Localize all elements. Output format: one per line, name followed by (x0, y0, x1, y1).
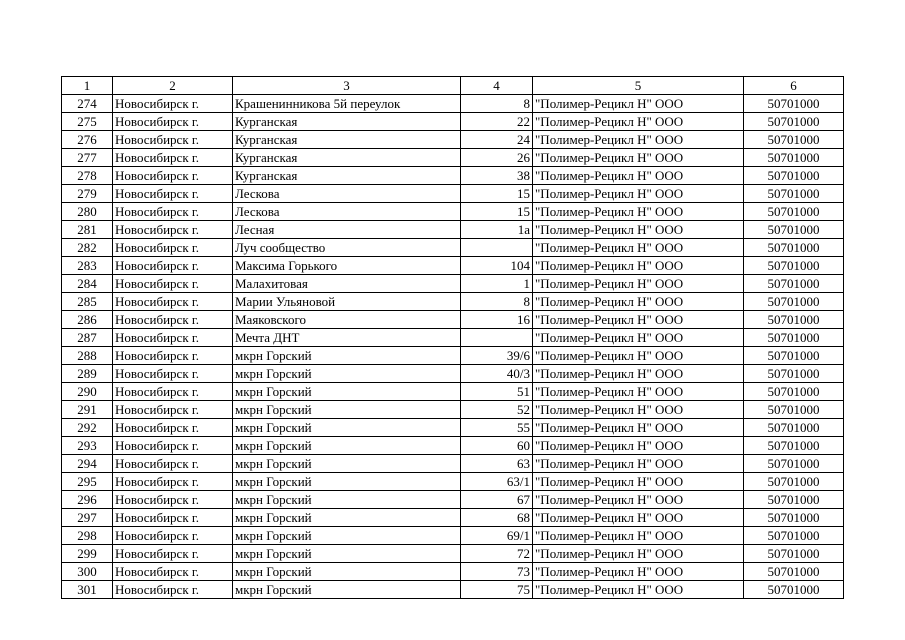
street-cell: мкрн Горский (233, 383, 461, 401)
house-number-cell: 68 (461, 509, 533, 527)
row-number-cell: 280 (62, 203, 113, 221)
organization-cell: "Полимер-Рецикл Н" ООО (533, 203, 744, 221)
row-number-cell: 274 (62, 95, 113, 113)
code-cell: 50701000 (744, 131, 844, 149)
street-cell: мкрн Горский (233, 581, 461, 599)
code-cell: 50701000 (744, 545, 844, 563)
header-cell-col3: 3 (233, 77, 461, 95)
house-number-cell: 24 (461, 131, 533, 149)
registry-table (61, 76, 844, 599)
row-number-cell: 286 (62, 311, 113, 329)
organization-cell: "Полимер-Рецикл Н" ООО (533, 455, 744, 473)
street-cell: мкрн Горский (233, 509, 461, 527)
street-cell: мкрн Горский (233, 545, 461, 563)
street-cell: Курганская (233, 167, 461, 185)
row-number-cell: 282 (62, 239, 113, 257)
table-row (62, 437, 844, 455)
code-cell: 50701000 (744, 473, 844, 491)
city-cell: Новосибирск г. (113, 131, 233, 149)
house-number-cell: 52 (461, 401, 533, 419)
house-number-cell: 73 (461, 563, 533, 581)
registry-table-body (62, 77, 844, 599)
header-cell-col4: 4 (461, 77, 533, 95)
table-row (62, 455, 844, 473)
house-number-cell: 40/3 (461, 365, 533, 383)
street-cell: мкрн Горский (233, 527, 461, 545)
house-number-cell: 104 (461, 257, 533, 275)
row-number-cell: 293 (62, 437, 113, 455)
table-row (62, 311, 844, 329)
table-row (62, 221, 844, 239)
street-cell: мкрн Горский (233, 401, 461, 419)
organization-cell: "Полимер-Рецикл Н" ООО (533, 437, 744, 455)
house-number-cell: 39/6 (461, 347, 533, 365)
header-cell-col5: 5 (533, 77, 744, 95)
row-number-cell: 297 (62, 509, 113, 527)
street-cell: Курганская (233, 113, 461, 131)
street-cell: мкрн Горский (233, 347, 461, 365)
city-cell: Новосибирск г. (113, 311, 233, 329)
row-number-cell: 290 (62, 383, 113, 401)
organization-cell: "Полимер-Рецикл Н" ООО (533, 329, 744, 347)
row-number-cell: 281 (62, 221, 113, 239)
organization-cell: "Полимер-Рецикл Н" ООО (533, 311, 744, 329)
street-cell: мкрн Горский (233, 563, 461, 581)
row-number-cell: 277 (62, 149, 113, 167)
organization-cell: "Полимер-Рецикл Н" ООО (533, 419, 744, 437)
table-row (62, 383, 844, 401)
table-row (62, 419, 844, 437)
code-cell: 50701000 (744, 509, 844, 527)
code-cell: 50701000 (744, 401, 844, 419)
code-cell: 50701000 (744, 113, 844, 131)
table-row (62, 293, 844, 311)
city-cell: Новосибирск г. (113, 491, 233, 509)
organization-cell: "Полимер-Рецикл Н" ООО (533, 293, 744, 311)
street-cell: Максима Горького (233, 257, 461, 275)
city-cell: Новосибирск г. (113, 581, 233, 599)
street-cell: Малахитовая (233, 275, 461, 293)
code-cell: 50701000 (744, 221, 844, 239)
city-cell: Новосибирск г. (113, 167, 233, 185)
organization-cell: "Полимер-Рецикл Н" ООО (533, 473, 744, 491)
table-row (62, 257, 844, 275)
row-number-cell: 276 (62, 131, 113, 149)
table-row (62, 545, 844, 563)
city-cell: Новосибирск г. (113, 95, 233, 113)
street-cell: Лескова (233, 185, 461, 203)
house-number-cell: 55 (461, 419, 533, 437)
street-cell: Лескова (233, 203, 461, 221)
organization-cell: "Полимер-Рецикл Н" ООО (533, 545, 744, 563)
city-cell: Новосибирск г. (113, 419, 233, 437)
code-cell: 50701000 (744, 383, 844, 401)
row-number-cell: 294 (62, 455, 113, 473)
row-number-cell: 278 (62, 167, 113, 185)
row-number-cell: 296 (62, 491, 113, 509)
organization-cell: "Полимер-Рецикл Н" ООО (533, 275, 744, 293)
street-cell: Луч сообщество (233, 239, 461, 257)
city-cell: Новосибирск г. (113, 257, 233, 275)
row-number-cell: 288 (62, 347, 113, 365)
row-number-cell: 289 (62, 365, 113, 383)
organization-cell: "Полимер-Рецикл Н" ООО (533, 401, 744, 419)
city-cell: Новосибирск г. (113, 437, 233, 455)
city-cell: Новосибирск г. (113, 185, 233, 203)
table-row (62, 509, 844, 527)
row-number-cell: 285 (62, 293, 113, 311)
code-cell: 50701000 (744, 491, 844, 509)
table-row (62, 563, 844, 581)
table-row (62, 491, 844, 509)
organization-cell: "Полимер-Рецикл Н" ООО (533, 527, 744, 545)
house-number-cell: 75 (461, 581, 533, 599)
code-cell: 50701000 (744, 239, 844, 257)
organization-cell: "Полимер-Рецикл Н" ООО (533, 365, 744, 383)
code-cell: 50701000 (744, 95, 844, 113)
city-cell: Новосибирск г. (113, 473, 233, 491)
code-cell: 50701000 (744, 563, 844, 581)
house-number-cell: 51 (461, 383, 533, 401)
city-cell: Новосибирск г. (113, 527, 233, 545)
street-cell: мкрн Горский (233, 437, 461, 455)
table-row (62, 365, 844, 383)
row-number-cell: 291 (62, 401, 113, 419)
organization-cell: "Полимер-Рецикл Н" ООО (533, 167, 744, 185)
code-cell: 50701000 (744, 329, 844, 347)
code-cell: 50701000 (744, 203, 844, 221)
house-number-cell: 67 (461, 491, 533, 509)
organization-cell: "Полимер-Рецикл Н" ООО (533, 491, 744, 509)
table-row (62, 239, 844, 257)
code-cell: 50701000 (744, 527, 844, 545)
organization-cell: "Полимер-Рецикл Н" ООО (533, 383, 744, 401)
house-number-cell: 8 (461, 95, 533, 113)
city-cell: Новосибирск г. (113, 365, 233, 383)
house-number-cell: 69/1 (461, 527, 533, 545)
organization-cell: "Полимер-Рецикл Н" ООО (533, 563, 744, 581)
row-number-cell: 300 (62, 563, 113, 581)
row-number-cell: 279 (62, 185, 113, 203)
city-cell: Новосибирск г. (113, 203, 233, 221)
table-row (62, 473, 844, 491)
house-number-cell: 15 (461, 203, 533, 221)
code-cell: 50701000 (744, 257, 844, 275)
house-number-cell: 8 (461, 293, 533, 311)
house-number-cell: 60 (461, 437, 533, 455)
table-row (62, 275, 844, 293)
row-number-cell: 301 (62, 581, 113, 599)
code-cell: 50701000 (744, 275, 844, 293)
table-row (62, 113, 844, 131)
organization-cell: "Полимер-Рецикл Н" ООО (533, 581, 744, 599)
row-number-cell: 287 (62, 329, 113, 347)
organization-cell: "Полимер-Рецикл Н" ООО (533, 131, 744, 149)
code-cell: 50701000 (744, 437, 844, 455)
organization-cell: "Полимер-Рецикл Н" ООО (533, 221, 744, 239)
code-cell: 50701000 (744, 185, 844, 203)
organization-cell: "Полимер-Рецикл Н" ООО (533, 149, 744, 167)
street-cell: Лесная (233, 221, 461, 239)
city-cell: Новосибирск г. (113, 509, 233, 527)
house-number-cell (461, 329, 533, 347)
organization-cell: "Полимер-Рецикл Н" ООО (533, 113, 744, 131)
city-cell: Новосибирск г. (113, 455, 233, 473)
table-row (62, 149, 844, 167)
header-cell-col6: 6 (744, 77, 844, 95)
city-cell: Новосибирск г. (113, 275, 233, 293)
code-cell: 50701000 (744, 419, 844, 437)
code-cell: 50701000 (744, 365, 844, 383)
row-number-cell: 295 (62, 473, 113, 491)
table-row (62, 131, 844, 149)
house-number-cell: 63 (461, 455, 533, 473)
city-cell: Новосибирск г. (113, 401, 233, 419)
house-number-cell: 63/1 (461, 473, 533, 491)
header-cell-col2: 2 (113, 77, 233, 95)
street-cell: мкрн Горский (233, 491, 461, 509)
street-cell: Курганская (233, 149, 461, 167)
street-cell: Крашенинникова 5й переулок (233, 95, 461, 113)
city-cell: Новосибирск г. (113, 329, 233, 347)
code-cell: 50701000 (744, 581, 844, 599)
row-number-cell: 283 (62, 257, 113, 275)
city-cell: Новосибирск г. (113, 383, 233, 401)
city-cell: Новосибирск г. (113, 221, 233, 239)
organization-cell: "Полимер-Рецикл Н" ООО (533, 239, 744, 257)
code-cell: 50701000 (744, 167, 844, 185)
organization-cell: "Полимер-Рецикл Н" ООО (533, 257, 744, 275)
street-cell: мкрн Горский (233, 365, 461, 383)
house-number-cell: 72 (461, 545, 533, 563)
city-cell: Новосибирск г. (113, 239, 233, 257)
row-number-cell: 299 (62, 545, 113, 563)
code-cell: 50701000 (744, 311, 844, 329)
row-number-cell: 298 (62, 527, 113, 545)
table-row (62, 527, 844, 545)
row-number-cell: 284 (62, 275, 113, 293)
organization-cell: "Полимер-Рецикл Н" ООО (533, 509, 744, 527)
house-number-cell: 22 (461, 113, 533, 131)
street-cell: мкрн Горский (233, 455, 461, 473)
street-cell: Марии Ульяновой (233, 293, 461, 311)
table-row (62, 95, 844, 113)
street-cell: мкрн Горский (233, 419, 461, 437)
table-row (62, 329, 844, 347)
street-cell: мкрн Горский (233, 473, 461, 491)
table-row (62, 401, 844, 419)
table-row (62, 203, 844, 221)
code-cell: 50701000 (744, 149, 844, 167)
table-row (62, 347, 844, 365)
organization-cell: "Полимер-Рецикл Н" ООО (533, 347, 744, 365)
city-cell: Новосибирск г. (113, 113, 233, 131)
city-cell: Новосибирск г. (113, 293, 233, 311)
city-cell: Новосибирск г. (113, 545, 233, 563)
street-cell: Маяковского (233, 311, 461, 329)
row-number-cell: 275 (62, 113, 113, 131)
house-number-cell (461, 239, 533, 257)
city-cell: Новосибирск г. (113, 149, 233, 167)
table-row (62, 185, 844, 203)
row-number-cell: 292 (62, 419, 113, 437)
table-header-row (62, 77, 844, 95)
organization-cell: "Полимер-Рецикл Н" ООО (533, 95, 744, 113)
table-row (62, 167, 844, 185)
organization-cell: "Полимер-Рецикл Н" ООО (533, 185, 744, 203)
city-cell: Новосибирск г. (113, 347, 233, 365)
house-number-cell: 1 (461, 275, 533, 293)
street-cell: Мечта ДНТ (233, 329, 461, 347)
house-number-cell: 16 (461, 311, 533, 329)
house-number-cell: 26 (461, 149, 533, 167)
code-cell: 50701000 (744, 293, 844, 311)
house-number-cell: 38 (461, 167, 533, 185)
header-cell-col1: 1 (62, 77, 113, 95)
code-cell: 50701000 (744, 455, 844, 473)
code-cell: 50701000 (744, 347, 844, 365)
table-row (62, 581, 844, 599)
street-cell: Курганская (233, 131, 461, 149)
house-number-cell: 15 (461, 185, 533, 203)
house-number-cell: 1а (461, 221, 533, 239)
city-cell: Новосибирск г. (113, 563, 233, 581)
